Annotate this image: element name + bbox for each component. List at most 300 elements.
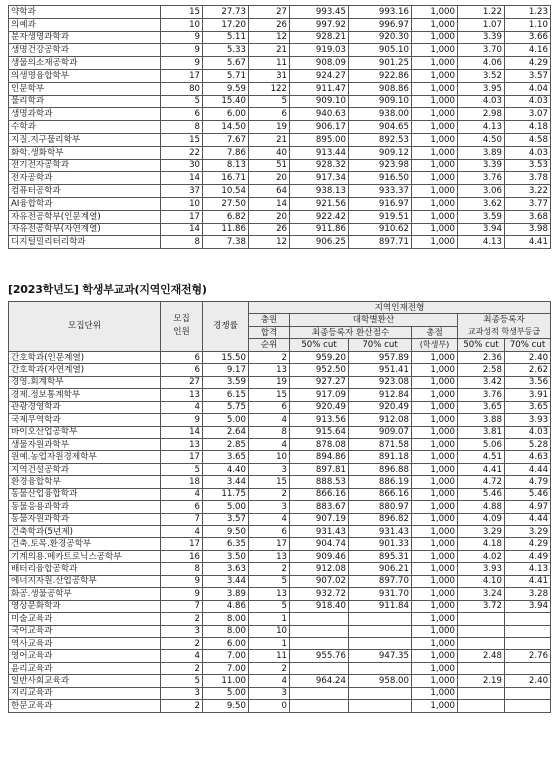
value-cell: 896.88 <box>349 463 412 475</box>
table-row <box>9 351 551 363</box>
value-cell: 3.76 <box>458 389 505 401</box>
value-cell: 955.76 <box>290 650 349 662</box>
value-cell: 1,000 <box>412 18 458 31</box>
unit-name-cell: 자유전공학부(인문계열) <box>9 210 161 223</box>
table-row <box>9 236 551 249</box>
value-cell: 1,000 <box>412 675 458 687</box>
value-cell: 951.41 <box>349 364 412 376</box>
unit-name-cell: 물리학과 <box>9 95 161 108</box>
value-cell: 4.03 <box>505 426 551 438</box>
value-cell: 13 <box>249 550 290 562</box>
header-conv-cut70: 70% cut <box>349 339 412 351</box>
value-cell: 37 <box>161 185 203 198</box>
value-cell: 2.40 <box>505 351 551 363</box>
value-cell: 3.28 <box>505 588 551 600</box>
value-cell: 1,000 <box>412 625 458 637</box>
value-cell: 909.07 <box>349 426 412 438</box>
value-cell: 931.70 <box>349 588 412 600</box>
value-cell: 6 <box>161 501 203 513</box>
value-cell: 3.52 <box>458 69 505 82</box>
value-cell: 7 <box>161 600 203 612</box>
value-cell: 1,000 <box>412 613 458 625</box>
value-cell: 892.53 <box>349 133 412 146</box>
value-cell: 11 <box>249 57 290 70</box>
value-cell: 7.00 <box>203 650 249 662</box>
value-cell: 13 <box>249 364 290 376</box>
table-row <box>9 57 551 70</box>
value-cell: 894.86 <box>290 451 349 463</box>
table-row <box>9 389 551 401</box>
unit-name-cell: 자유전공학부(자연계열) <box>9 223 161 236</box>
admission-table-regional <box>8 301 551 713</box>
value-cell: 19 <box>249 376 290 388</box>
value-cell: 1,000 <box>412 438 458 450</box>
value-cell: 3.06 <box>458 185 505 198</box>
header-quota-text: 모집 인원 <box>173 314 190 338</box>
value-cell: 891.18 <box>349 451 412 463</box>
value-cell: 912.08 <box>290 563 349 575</box>
value-cell: 7 <box>161 513 203 525</box>
unit-name-cell: 동물산업융합학과 <box>9 488 161 500</box>
value-cell: 16.71 <box>203 172 249 185</box>
value-cell: 6.35 <box>203 538 249 550</box>
admission-table-top <box>8 5 551 249</box>
value-cell: 30 <box>161 159 203 172</box>
table-row <box>9 159 551 172</box>
unit-name-cell: 생물자원과학부 <box>9 438 161 450</box>
value-cell: 919.51 <box>349 210 412 223</box>
value-cell: 5.33 <box>203 44 249 57</box>
table-row <box>9 108 551 121</box>
value-cell <box>458 625 505 637</box>
value-cell: 1,000 <box>412 95 458 108</box>
value-cell: 6.82 <box>203 210 249 223</box>
value-cell: 911.86 <box>290 223 349 236</box>
value-cell: 9 <box>161 44 203 57</box>
value-cell <box>458 613 505 625</box>
table-row <box>9 44 551 57</box>
value-cell: 17 <box>161 69 203 82</box>
value-cell: 1,000 <box>412 563 458 575</box>
header-extra3: 순위 <box>249 339 290 351</box>
value-cell: 933.37 <box>349 185 412 198</box>
value-cell: 21 <box>249 44 290 57</box>
value-cell: 906.21 <box>349 563 412 575</box>
unit-name-cell: 국제무역학과 <box>9 414 161 426</box>
unit-name-cell: 분자생명과학과 <box>9 31 161 44</box>
value-cell: 917.09 <box>290 389 349 401</box>
value-cell: 1,000 <box>412 146 458 159</box>
value-cell: 959.20 <box>290 351 349 363</box>
value-cell: 3.93 <box>458 563 505 575</box>
value-cell: 3.22 <box>505 185 551 198</box>
unit-name-cell: 의예과 <box>9 18 161 31</box>
value-cell: 26 <box>249 223 290 236</box>
value-cell: 912.84 <box>349 389 412 401</box>
value-cell: 4 <box>161 401 203 413</box>
value-cell: 10 <box>249 625 290 637</box>
value-cell: 5 <box>249 95 290 108</box>
value-cell: 916.97 <box>349 197 412 210</box>
value-cell: 3.24 <box>458 588 505 600</box>
value-cell: 3.53 <box>505 159 551 172</box>
value-cell: 1,000 <box>412 236 458 249</box>
unit-name-cell: 동물응용과학과 <box>9 501 161 513</box>
unit-name-cell: 화공.생물공학부 <box>9 588 161 600</box>
value-cell: 27 <box>161 376 203 388</box>
value-cell: 3.89 <box>203 588 249 600</box>
value-cell: 909.10 <box>290 95 349 108</box>
value-cell: 4.41 <box>458 463 505 475</box>
value-cell <box>458 687 505 699</box>
value-cell: 919.03 <box>290 44 349 57</box>
value-cell: 7.67 <box>203 133 249 146</box>
value-cell: 4.29 <box>505 57 551 70</box>
value-cell: 1,000 <box>412 57 458 70</box>
value-cell: 3.57 <box>203 513 249 525</box>
value-cell: 3.07 <box>505 108 551 121</box>
table-row <box>9 121 551 134</box>
value-cell <box>505 625 551 637</box>
value-cell: 2 <box>161 613 203 625</box>
unit-name-cell: 의생명융합학부 <box>9 69 161 82</box>
value-cell: 1,000 <box>412 376 458 388</box>
table-row <box>9 223 551 236</box>
value-cell <box>505 613 551 625</box>
value-cell: 918.40 <box>290 600 349 612</box>
value-cell: 957.89 <box>349 351 412 363</box>
value-cell: 5 <box>249 600 290 612</box>
value-cell: 15 <box>249 476 290 488</box>
value-cell <box>349 700 412 712</box>
value-cell: 907.02 <box>290 575 349 587</box>
table-row <box>9 463 551 475</box>
value-cell: 27.73 <box>203 6 249 19</box>
value-cell: 896.82 <box>349 513 412 525</box>
value-cell: 6.00 <box>203 637 249 649</box>
table-row <box>9 476 551 488</box>
value-cell: 15.50 <box>203 351 249 363</box>
value-cell: 906.17 <box>290 121 349 134</box>
value-cell: 4.44 <box>505 463 551 475</box>
value-cell: 3.62 <box>458 197 505 210</box>
value-cell: 1.23 <box>505 6 551 19</box>
value-cell: 12 <box>249 236 290 249</box>
value-cell: 3.77 <box>505 197 551 210</box>
value-cell: 4.44 <box>505 513 551 525</box>
value-cell: 920.30 <box>349 31 412 44</box>
value-cell: 3.93 <box>505 414 551 426</box>
value-cell: 910.62 <box>349 223 412 236</box>
value-cell: 6.00 <box>203 108 249 121</box>
value-cell: 1,000 <box>412 69 458 82</box>
unit-name-cell: 디지털밀리터리학과 <box>9 236 161 249</box>
value-cell: 4.09 <box>458 513 505 525</box>
value-cell: 4.16 <box>505 44 551 57</box>
value-cell: 2.64 <box>203 426 249 438</box>
value-cell: 895.00 <box>290 133 349 146</box>
value-cell: 4 <box>249 513 290 525</box>
value-cell: 895.31 <box>349 550 412 562</box>
unit-name-cell: 생명과학과 <box>9 108 161 121</box>
table-row <box>9 95 551 108</box>
value-cell: 1,000 <box>412 364 458 376</box>
value-cell: 4.63 <box>505 451 551 463</box>
value-cell: 4.03 <box>458 95 505 108</box>
value-cell: 3.29 <box>458 526 505 538</box>
unit-name-cell: 간호학과(자연계열) <box>9 364 161 376</box>
value-cell: 1,000 <box>412 476 458 488</box>
unit-name-cell: 국어교육과 <box>9 625 161 637</box>
value-cell: 997.92 <box>290 18 349 31</box>
value-cell: 1,000 <box>412 426 458 438</box>
value-cell: 2 <box>161 700 203 712</box>
value-cell: 938.13 <box>290 185 349 198</box>
value-cell: 5.00 <box>203 501 249 513</box>
table-row <box>9 637 551 649</box>
value-cell: 883.67 <box>290 501 349 513</box>
value-cell: 4.03 <box>505 146 551 159</box>
unit-name-cell: 일반사회교육과 <box>9 675 161 687</box>
header-group: 지역인재전형 <box>249 302 551 314</box>
value-cell: 909.12 <box>349 146 412 159</box>
header-grade-label: 교과성적 학생부등급 <box>467 327 541 337</box>
value-cell: 6 <box>249 108 290 121</box>
value-cell: 3.57 <box>505 69 551 82</box>
table-row <box>9 588 551 600</box>
unit-name-cell: 환경융합학부 <box>9 476 161 488</box>
header-row <box>9 302 551 314</box>
unit-name-cell: 한문교육과 <box>9 700 161 712</box>
value-cell: 3 <box>249 501 290 513</box>
value-cell: 31 <box>249 69 290 82</box>
value-cell: 952.50 <box>290 364 349 376</box>
value-cell: 906.25 <box>290 236 349 249</box>
value-cell <box>505 662 551 674</box>
value-cell: 3.50 <box>203 550 249 562</box>
value-cell: 8.13 <box>203 159 249 172</box>
table-row <box>9 69 551 82</box>
value-cell <box>290 613 349 625</box>
value-cell: 5.28 <box>505 438 551 450</box>
value-cell: 6.15 <box>203 389 249 401</box>
value-cell: 922.86 <box>349 69 412 82</box>
value-cell: 4 <box>249 438 290 450</box>
value-cell: 3 <box>161 687 203 699</box>
value-cell: 1,000 <box>412 538 458 550</box>
value-cell: 27.50 <box>203 197 249 210</box>
value-cell: 4.29 <box>505 538 551 550</box>
value-cell: 122 <box>249 82 290 95</box>
value-cell: 6 <box>161 351 203 363</box>
value-cell: 921.56 <box>290 197 349 210</box>
value-cell: 13 <box>249 588 290 600</box>
table-row <box>9 687 551 699</box>
value-cell: 8 <box>161 236 203 249</box>
value-cell: 17 <box>161 538 203 550</box>
value-cell: 901.25 <box>349 57 412 70</box>
value-cell: 920.49 <box>290 401 349 413</box>
value-cell: 1,000 <box>412 401 458 413</box>
header-grade-cut70: 70% cut <box>505 339 551 351</box>
value-cell: 5.71 <box>203 69 249 82</box>
value-cell: 3.95 <box>458 82 505 95</box>
value-cell <box>458 700 505 712</box>
unit-name-cell: 영상문화학과 <box>9 600 161 612</box>
unit-name-cell: AI융합학과 <box>9 197 161 210</box>
value-cell: 9.50 <box>203 526 249 538</box>
value-cell: 15 <box>161 6 203 19</box>
unit-name-cell: 생물의소재공학과 <box>9 57 161 70</box>
value-cell: 10 <box>161 18 203 31</box>
value-cell: 1,000 <box>412 588 458 600</box>
value-cell: 888.53 <box>290 476 349 488</box>
value-cell: 1,000 <box>412 172 458 185</box>
value-cell: 1,000 <box>412 185 458 198</box>
value-cell: 10 <box>249 451 290 463</box>
table-row <box>9 210 551 223</box>
value-cell: 4.13 <box>458 236 505 249</box>
value-cell: 6 <box>161 108 203 121</box>
value-cell: 9 <box>161 57 203 70</box>
value-cell: 17 <box>249 538 290 550</box>
value-cell: 4.10 <box>458 575 505 587</box>
value-cell: 1 <box>249 613 290 625</box>
unit-name-cell: 전자공학과 <box>9 172 161 185</box>
value-cell: 80 <box>161 82 203 95</box>
value-cell: 878.08 <box>290 438 349 450</box>
value-cell: 3.39 <box>458 159 505 172</box>
value-cell: 6 <box>161 364 203 376</box>
value-cell: 5 <box>161 95 203 108</box>
header-extra1: 충원 <box>249 314 290 327</box>
value-cell: 3.65 <box>505 401 551 413</box>
value-cell: 1.10 <box>505 18 551 31</box>
value-cell: 911.47 <box>290 82 349 95</box>
value-cell: 866.16 <box>290 488 349 500</box>
value-cell: 922.42 <box>290 210 349 223</box>
unit-name-cell: 동물자원과학과 <box>9 513 161 525</box>
value-cell: 912.08 <box>349 414 412 426</box>
value-cell: 6 <box>249 401 290 413</box>
value-cell: 4.41 <box>505 575 551 587</box>
value-cell <box>505 687 551 699</box>
value-cell: 4.18 <box>458 538 505 550</box>
value-cell: 8 <box>249 426 290 438</box>
value-cell: 9.50 <box>203 700 249 712</box>
value-cell: 4.97 <box>505 501 551 513</box>
value-cell: 908.09 <box>290 57 349 70</box>
header-total-sub: (학생부) <box>412 339 458 351</box>
value-cell: 2.62 <box>505 364 551 376</box>
value-cell: 5.00 <box>203 687 249 699</box>
value-cell: 1,000 <box>412 463 458 475</box>
value-cell: 7.38 <box>203 236 249 249</box>
value-cell: 8.00 <box>203 625 249 637</box>
unit-name-cell: 건축학과(5년제) <box>9 526 161 538</box>
value-cell: 897.81 <box>290 463 349 475</box>
value-cell: 904.65 <box>349 121 412 134</box>
value-cell <box>505 637 551 649</box>
value-cell: 3.44 <box>203 476 249 488</box>
unit-name-cell: 영어교육과 <box>9 650 161 662</box>
value-cell: 1,000 <box>412 159 458 172</box>
value-cell: 911.84 <box>349 600 412 612</box>
value-cell: 15.40 <box>203 95 249 108</box>
unit-name-cell: 전기전자공학과 <box>9 159 161 172</box>
value-cell: 3.59 <box>458 210 505 223</box>
value-cell: 1,000 <box>412 700 458 712</box>
table-row <box>9 82 551 95</box>
value-cell: 4.03 <box>505 95 551 108</box>
unit-name-cell: 윤리교육과 <box>9 662 161 674</box>
unit-name-cell: 경영.회계학부 <box>9 376 161 388</box>
value-cell: 3.88 <box>458 414 505 426</box>
value-cell: 5 <box>161 675 203 687</box>
value-cell: 2.19 <box>458 675 505 687</box>
value-cell: 14 <box>249 197 290 210</box>
table-row <box>9 538 551 550</box>
value-cell: 1,000 <box>412 133 458 146</box>
table-row <box>9 376 551 388</box>
table-row <box>9 426 551 438</box>
value-cell: 5.46 <box>505 488 551 500</box>
table-row <box>9 438 551 450</box>
value-cell: 917.34 <box>290 172 349 185</box>
unit-name-cell: 경제.정보통계학부 <box>9 389 161 401</box>
value-cell: 1 <box>249 637 290 649</box>
value-cell: 880.97 <box>349 501 412 513</box>
value-cell: 940.63 <box>290 108 349 121</box>
header-extra2: 합격 <box>249 326 290 339</box>
value-cell <box>349 613 412 625</box>
value-cell: 4.72 <box>458 476 505 488</box>
table-row <box>9 6 551 19</box>
table-row <box>9 675 551 687</box>
header-univ-conv: 대학별환산 <box>290 314 458 327</box>
value-cell: 2.76 <box>505 650 551 662</box>
value-cell: 4.40 <box>203 463 249 475</box>
value-cell: 1,000 <box>412 108 458 121</box>
value-cell: 1,000 <box>412 351 458 363</box>
value-cell: 958.00 <box>349 675 412 687</box>
value-cell: 932.72 <box>290 588 349 600</box>
value-cell: 1,000 <box>412 31 458 44</box>
value-cell <box>349 637 412 649</box>
value-cell: 9.17 <box>203 364 249 376</box>
value-cell: 12 <box>249 31 290 44</box>
value-cell: 924.27 <box>290 69 349 82</box>
value-cell: 14.50 <box>203 121 249 134</box>
value-cell: 4.18 <box>505 121 551 134</box>
table-row <box>9 31 551 44</box>
value-cell: 4.50 <box>458 133 505 146</box>
value-cell: 1,000 <box>412 662 458 674</box>
value-cell: 2 <box>249 563 290 575</box>
value-cell: 866.16 <box>349 488 412 500</box>
value-cell: 7.86 <box>203 146 249 159</box>
value-cell: 996.97 <box>349 18 412 31</box>
value-cell: 5.46 <box>458 488 505 500</box>
unit-name-cell: 간호학과(인문계열) <box>9 351 161 363</box>
unit-name-cell: 화학.생화학부 <box>9 146 161 159</box>
value-cell: 1.07 <box>458 18 505 31</box>
value-cell: 14 <box>161 223 203 236</box>
value-cell: 3.42 <box>458 376 505 388</box>
unit-name-cell: 역사교육과 <box>9 637 161 649</box>
value-cell: 1,000 <box>412 44 458 57</box>
header-total: 총점 <box>412 326 458 339</box>
